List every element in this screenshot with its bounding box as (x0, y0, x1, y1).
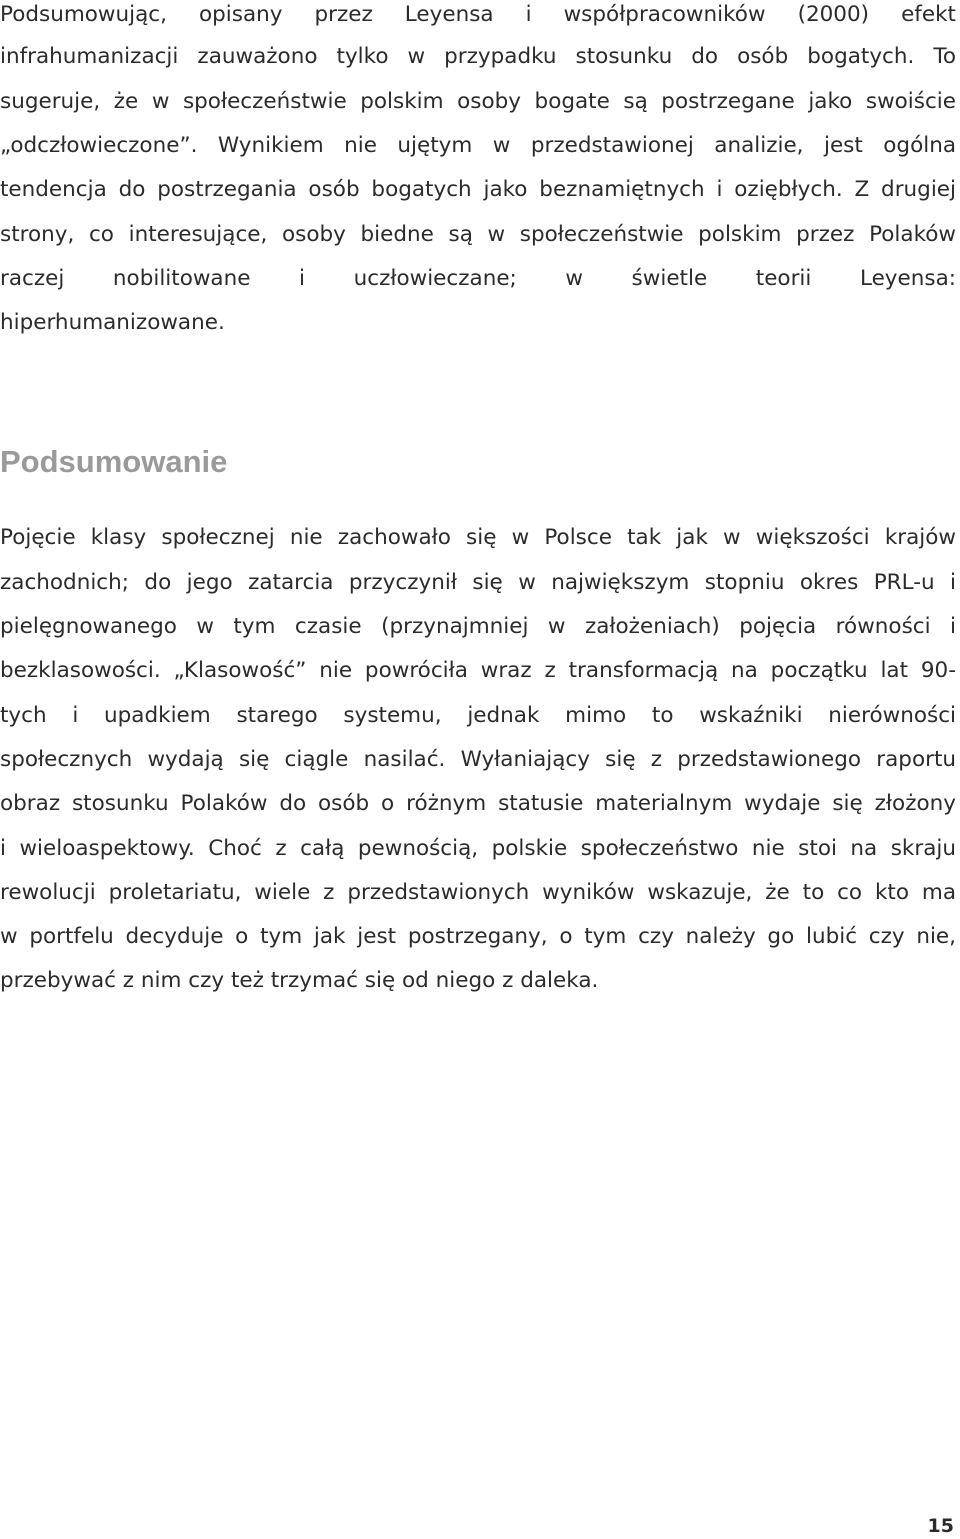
paragraph-line: i wieloaspektowy. Choć z całą pewnością, polskie społeczeństwo nie stoi na skraju (0, 836, 956, 861)
paragraph-line: Pojęcie klasy społecznej nie zachowało się w Polsce tak jak w większości krajów (0, 525, 956, 550)
section-heading: Podsumowanie (0, 444, 228, 479)
paragraph-line: przebywać z nim czy też trzymać się od niego z daleka. (0, 968, 599, 993)
paragraph-line: zachodnich; do jego zatarcia przyczynił się w największym stopniu okres PRL-u i (0, 570, 956, 595)
page-number: 15 (927, 1515, 954, 1537)
paragraph-line: raczej nobilitowane i uczłowieczane; w świetle teorii Leyensa: (0, 266, 956, 291)
paragraph-line: rewolucji proletariatu, wiele z przedstawionych wyników wskazuje, że to co kto ma (0, 880, 956, 905)
paragraph-line: społecznych wydają się ciągle nasilać. Wyłaniający się z przedstawionego raportu (0, 747, 956, 772)
paragraph-line: obraz stosunku Polaków do osób o różnym statusie materialnym wydaje się złożony (0, 791, 956, 816)
paragraph-line: infrahumanizacji zauważono tylko w przypadku stosunku do osób bogatych. To (0, 44, 956, 69)
paragraph-line: strony, co interesujące, osoby biedne są w społeczeństwie polskim przez Polaków (0, 222, 956, 247)
paragraph-line: sugeruje, że w społeczeństwie polskim osoby bogate są postrzegane jako swoiście (0, 89, 956, 114)
paragraph-line: tendencja do postrzegania osób bogatych jako beznamiętnych i oziębłych. Z drugiej (0, 177, 956, 202)
paragraph-line: hiperhumanizowane. (0, 310, 225, 335)
paragraph-line: pielęgnowanego w tym czasie (przynajmniej w założeniach) pojęcia równości i (0, 614, 956, 639)
paragraph-line: tych i upadkiem starego systemu, jednak mimo to wskaźniki nierówności (0, 703, 956, 728)
paragraph-line: w portfelu decyduje o tym jak jest postrzegany, o tym czy należy go lubić czy nie, (0, 924, 956, 949)
paragraph-line: „odczłowieczone”. Wynikiem nie ujętym w przedstawionej analizie, jest ogólna (0, 133, 956, 158)
paragraph-line: bezklasowości. „Klasowość” nie powróciła wraz z transformacją na początku lat 90- (0, 658, 956, 683)
paragraph-line: Podsumowując, opisany przez Leyensa i współpracowników (2000) efekt (0, 2, 956, 27)
